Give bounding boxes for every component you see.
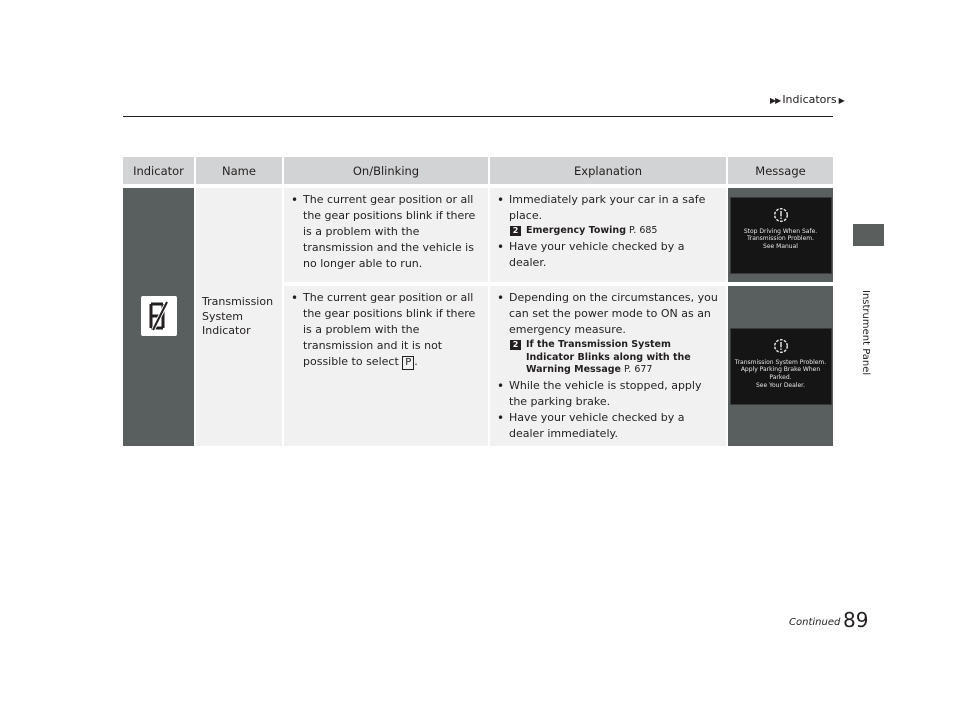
reference-title: If the Transmission System Indicator Blinks along with the Warning Message — [526, 338, 691, 376]
name-line: System — [202, 309, 244, 323]
explanation-item: • Have your vehicle checked by a dealer. — [496, 239, 722, 271]
name-line: Transmission — [202, 294, 274, 308]
header-name: Name — [196, 157, 284, 188]
triangle-icon: ▶ — [838, 96, 845, 105]
message-line: See Your Dealer. — [756, 381, 805, 389]
breadcrumb[interactable] — [770, 93, 845, 106]
explanation-item: • Immediately park your car in a safe place. — [496, 192, 722, 224]
message-screen — [730, 197, 832, 274]
continued-label: Continued — [789, 617, 841, 628]
indicator-cell — [123, 188, 196, 446]
message-cell — [728, 188, 833, 286]
header-rule — [123, 116, 833, 117]
reference-page: P. 677 — [624, 364, 653, 376]
message-line: Transmission System Problem. — [734, 358, 827, 366]
breadcrumb-label: Indicators — [782, 93, 837, 106]
table-row — [123, 188, 833, 286]
reference-arrow-icon: 2 — [510, 340, 521, 350]
on-blinking-text: • The current gear position or all the gear positions blink if there is a problem with the transmission and the vehicle is no longer able to run. — [290, 192, 484, 272]
on-blinking-cell — [284, 286, 490, 446]
reference-page: P. 685 — [629, 224, 658, 236]
explanation-item: • Have your vehicle checked by a dealer immediately. — [496, 410, 722, 442]
section-tab-label: Instrument Panel — [860, 290, 871, 376]
page-number: 89 — [843, 608, 869, 632]
on-blinking-prefix: The current gear position or all the gear positions blink if there is a problem with the transmission and it is not possible to select — [303, 291, 476, 368]
message-line: Transmission Problem. — [746, 235, 815, 243]
on-blinking-text — [290, 290, 484, 370]
reference-arrow-icon: 2 — [510, 226, 521, 236]
message-screen — [730, 328, 832, 405]
message-cell — [728, 286, 833, 446]
gear-warning-icon — [772, 206, 790, 224]
message-line: See Manual — [763, 243, 798, 251]
explanation-item: • While the vehicle is stopped, apply the parking brake. — [496, 378, 722, 410]
header-message: Message — [728, 157, 833, 188]
indicator-table — [123, 157, 833, 446]
table-header-row — [123, 157, 833, 188]
message-line: Stop Driving When Safe. — [743, 227, 818, 235]
message-line: Apply Parking Brake When — [740, 366, 821, 374]
double-triangle-icon: ▶▶ — [770, 96, 781, 105]
name-cell — [196, 188, 284, 446]
cross-reference[interactable] — [496, 339, 722, 377]
explanation-cell — [490, 188, 728, 286]
message-line: Parked. — [769, 374, 792, 382]
header-on-blinking: On/Blinking — [284, 157, 490, 188]
park-key-label: P — [402, 356, 414, 370]
transmission-warning-icon — [141, 296, 177, 336]
on-blinking-cell — [284, 188, 490, 286]
header-indicator: Indicator — [123, 157, 196, 188]
explanation-item: • Depending on the circumstances, you can set the power mode to ON as an emergency measure. — [496, 290, 722, 338]
explanation-cell — [490, 286, 728, 446]
reference-title: Emergency Towing — [526, 224, 626, 236]
header-explanation: Explanation — [490, 157, 728, 188]
cross-reference[interactable] — [496, 225, 722, 238]
name-line: Indicator — [202, 324, 251, 338]
section-tab-marker — [853, 224, 884, 246]
gear-warning-icon — [772, 337, 790, 355]
on-blinking-suffix: . — [414, 354, 418, 368]
